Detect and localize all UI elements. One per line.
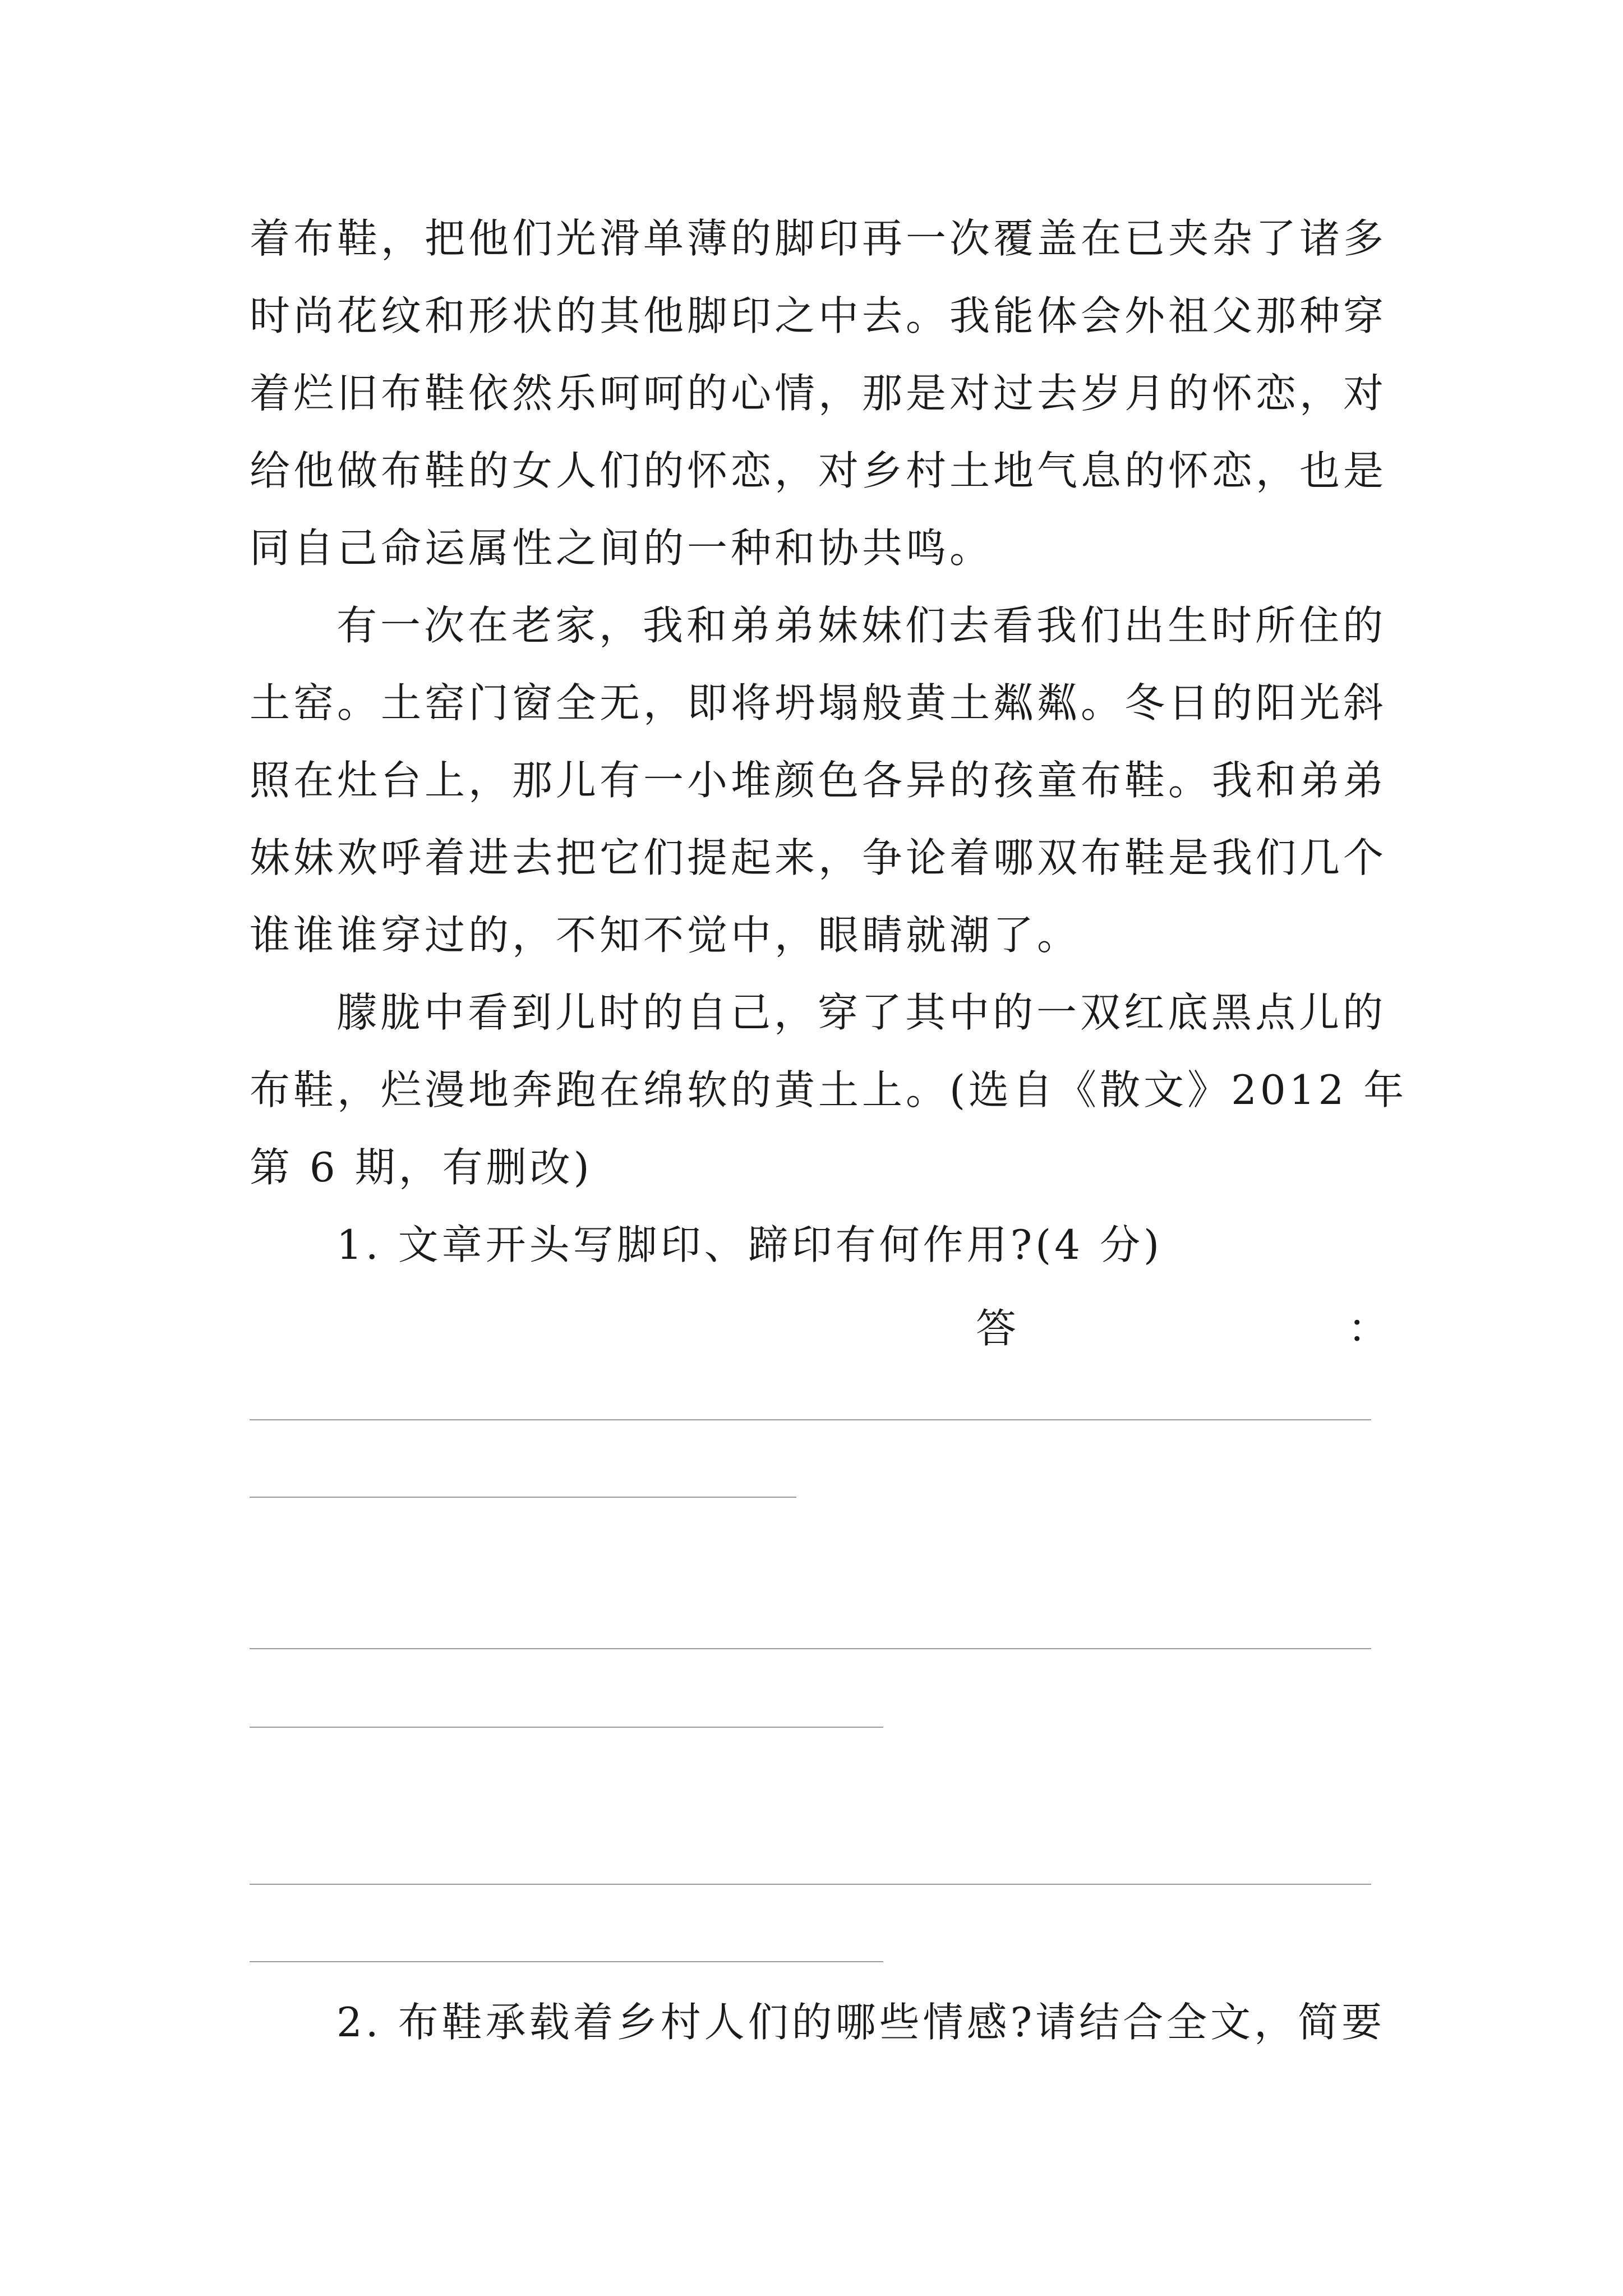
answer-line[interactable] [250,1419,1371,1420]
paragraph-3-line-2: 布鞋，烂漫地奔跑在绵软的黄土上。(选自《散文》2012 年 [250,1066,1408,1114]
paragraph-2-line-3: 照在灶台上，那儿有一小堆颜色各异的孩童布鞋。我和弟弟 [250,757,1387,804]
answer-label [976,1300,1394,1356]
paragraph-2-line-2: 土窑。土窑门窗全无，即将坍塌般黄土粼粼。冬日的阳光斜 [250,679,1387,726]
answer-colon: ： [1347,1305,1388,1352]
paragraph-2-line-4: 妹妹欢呼着进去把它们提起来，争论着哪双布鞋是我们几个 [250,834,1387,881]
answer-char: 答 [976,1305,1017,1352]
paragraph-1-line-2: 时尚花纹和形状的其他脚印之中去。我能体会外祖父那种穿 [250,292,1387,339]
question-1: 1. 文章开头写脚印、蹄印有何作用?(4 分) [336,1221,1163,1268]
paragraph-1-line-5: 同自己命运属性之间的一种和协共鸣。 [250,524,994,572]
paragraph-2-line-5: 谁谁谁穿过的，不知不觉中，眼睛就潮了。 [250,912,1081,959]
paragraph-1-line-4: 给他做布鞋的女人们的怀恋，对乡村土地气息的怀恋，也是 [250,447,1387,494]
paragraph-2-line-1: 有一次在老家，我和弟弟妹妹们去看我们出生时所住的 [336,602,1387,649]
answer-line[interactable] [250,1648,1371,1649]
paragraph-1-line-1: 着布鞋，把他们光滑单薄的脚印再一次覆盖在已夹杂了诸多 [250,215,1387,262]
paragraph-3-line-1: 朦胧中看到儿时的自己，穿了其中的一双红底黑点儿的 [336,989,1387,1036]
question-2: 2. 布鞋承载着乡村人们的哪些情感?请结合全文，简要 [336,1999,1386,2046]
answer-line[interactable] [250,1884,1371,1885]
answer-line[interactable] [250,1497,796,1498]
answer-line[interactable] [250,1961,883,1962]
answer-line[interactable] [250,1727,883,1728]
paragraph-1-line-3: 着烂旧布鞋依然乐呵呵的心情，那是对过去岁月的怀恋，对 [250,370,1387,417]
paragraph-3-line-3: 第 6 期，有删改) [250,1144,593,1191]
